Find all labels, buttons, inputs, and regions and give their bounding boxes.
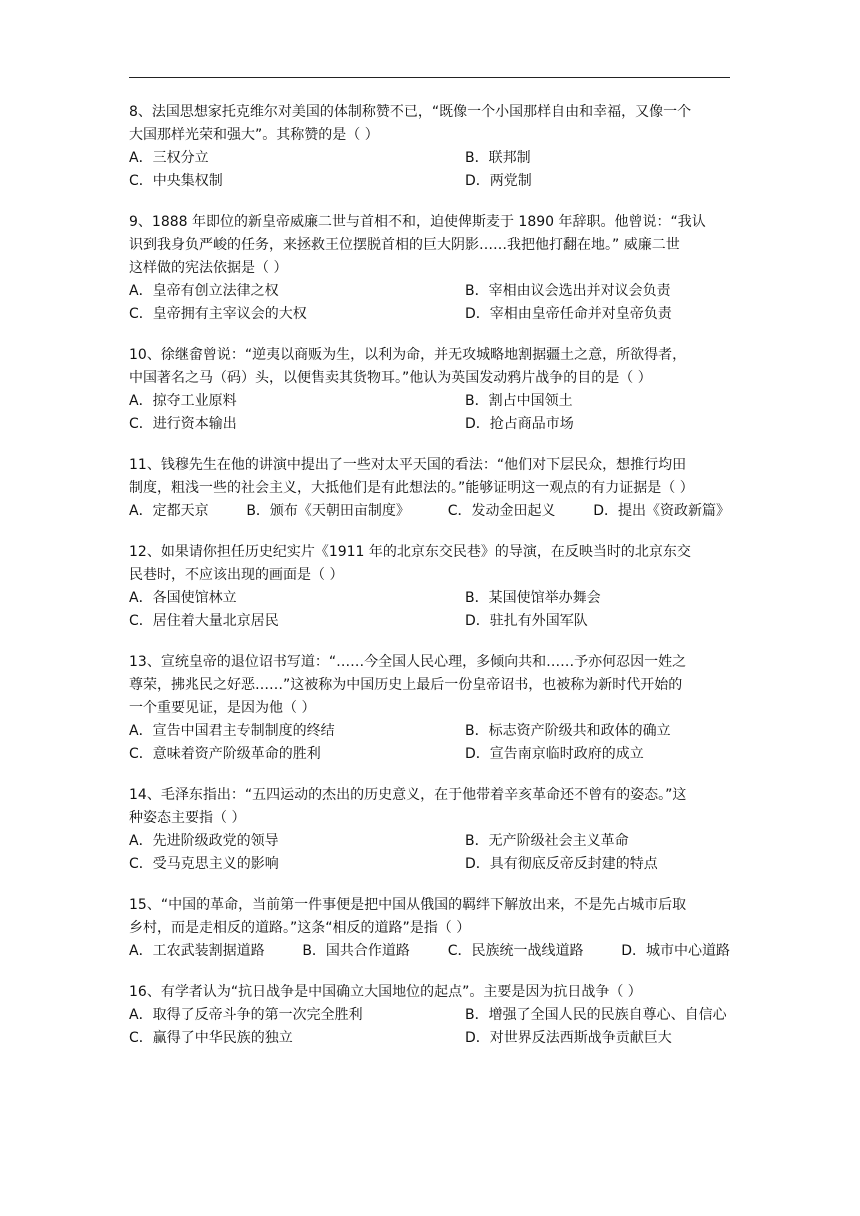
question-stem: [129, 454, 730, 500]
stem-line: 14、毛泽东指出：“五四运动的杰出的历史意义，在于他带着辛亥革命还不曾有的姿态。”这: [129, 787, 687, 803]
answer-options: [129, 280, 730, 326]
question: [129, 211, 730, 326]
answer-option: B．割占中国领土: [465, 393, 573, 409]
answer-option: B．国共合作道路: [302, 943, 410, 959]
answer-option: C．居住着大量北京居民: [129, 613, 279, 629]
answer-option: B．宰相由议会选出并对议会负责: [465, 283, 671, 299]
stem-line: 16、有学者认为“抗日战争是中国确立大国地位的起点”。主要是因为抗日战争（ ）: [129, 984, 642, 1000]
question-stem: [129, 981, 730, 1004]
stem-line: 这样做的宪法依据是（ ）: [129, 260, 288, 276]
answer-option: A．皇帝有创立法律之权: [129, 283, 279, 299]
question: [129, 981, 730, 1050]
answer-option: B．颁布《天朝田亩制度》: [246, 503, 410, 519]
answer-option: A．宣告中国君主专制制度的终结: [129, 723, 335, 739]
question-stem: [129, 541, 730, 587]
question: [129, 541, 730, 633]
stem-line: 13、宣统皇帝的退位诏书写道：“……今全国人民心理，多倾向共和……予亦何忍因一姓之: [129, 654, 687, 670]
question-stem: [129, 651, 730, 720]
question: [129, 344, 730, 436]
answer-option: B．无产阶级社会主义革命: [465, 833, 629, 849]
answer-option: B．联邦制: [465, 150, 531, 166]
answer-option: D．抢占商品市场: [465, 416, 574, 432]
question-stem: [129, 784, 730, 830]
answer-option: C．皇帝拥有主宰议会的大权: [129, 306, 307, 322]
stem-line: 15、“中国的革命，当前第一件事便是把中国从俄国的羁绊下解放出来，不是先占城市后取: [129, 897, 687, 913]
answer-option: B．标志资产阶级共和政体的确立: [465, 723, 671, 739]
stem-line: 11、钱穆先生在他的讲演中提出了一些对太平天国的看法：“他们对下层民众，想推行均田: [129, 457, 687, 473]
answer-option: C．意味着资产阶级革命的胜利: [129, 746, 321, 762]
answer-options: [129, 940, 730, 963]
answer-option: C．民族统一战线道路: [447, 943, 584, 959]
question-stem: [129, 344, 730, 390]
question: [129, 454, 730, 523]
answer-option: A．取得了反帝斗争的第一次完全胜利: [129, 1007, 363, 1023]
answer-options: [129, 500, 730, 523]
stem-line: 尊荣，拂兆民之好恶……”这被称为中国历史上最后一份皇帝诏书，也被称为新时代开始的: [129, 677, 683, 693]
answer-option: D．驻扎有外国军队: [465, 613, 588, 629]
question-stem: [129, 211, 730, 280]
answer-options: [129, 147, 730, 193]
answer-option: D．提出《资政新篇》: [593, 503, 730, 519]
answer-option: A．定都天京: [129, 503, 209, 519]
question-stem: [129, 101, 730, 147]
answer-option: C．发动金田起义: [447, 503, 556, 519]
stem-line: 一个重要见证，是因为他（ ）: [129, 700, 316, 716]
answer-option: A．各国使馆林立: [129, 590, 237, 606]
stem-line: 制度，粗浅一些的社会主义，大抵他们是有此想法的。”能够证明这一观点的有力证据是（ ）: [129, 480, 694, 496]
answer-option: D．宰相由皇帝任命并对皇帝负责: [465, 306, 672, 322]
stem-line: 种姿态主要指（ ）: [129, 810, 246, 826]
stem-line: 12、如果请你担任历史纪实片《1911 年的北京东交民巷》的导演，在反映当时的北京东交: [129, 544, 691, 560]
stem-line: 9、1888 年即位的新皇帝威廉二世与首相不和，迫使俾斯麦于 1890 年辞职。他曾说：“我认: [129, 214, 706, 230]
stem-line: 大国那样光荣和强大”。其称赞的是（ ）: [129, 127, 379, 143]
answer-option: A．工农武装割据道路: [129, 943, 265, 959]
answer-option: A．掠夺工业原料: [129, 393, 237, 409]
answer-option: B．某国使馆举办舞会: [465, 590, 601, 606]
answer-option: D．宣告南京临时政府的成立: [465, 746, 644, 762]
answer-options: [129, 390, 730, 436]
answer-option: B．增强了全国人民的民族自尊心、自信心: [465, 1007, 727, 1023]
answer-option: A．三权分立: [129, 150, 209, 166]
question: [129, 101, 730, 193]
answer-option: D．具有彻底反帝反封建的特点: [465, 856, 658, 872]
question: [129, 651, 730, 766]
answer-option: C．受马克思主义的影响: [129, 856, 279, 872]
stem-line: 中国著名之马（码）头，以便售卖其货物耳。”他认为英国发动鸦片战争的目的是（ ）: [129, 370, 652, 386]
answer-options: [129, 720, 730, 766]
question-list: [129, 101, 730, 1068]
answer-option: C．中央集权制: [129, 173, 223, 189]
stem-line: 10、徐继畲曾说：“逆夷以商贩为生，以利为命，并无攻城略地割据疆土之意，所欲得者，: [129, 347, 687, 363]
answer-option: C．进行资本输出: [129, 416, 237, 432]
answer-option: C．赢得了中华民族的独立: [129, 1030, 293, 1046]
question: [129, 784, 730, 876]
header-rule: [129, 77, 730, 78]
answer-option: D．城市中心道路: [621, 943, 730, 959]
question-stem: [129, 894, 730, 940]
stem-line: 民巷时，不应该出现的画面是（ ）: [129, 567, 344, 583]
answer-options: [129, 830, 730, 876]
stem-line: 乡村，而是走相反的道路。”这条“相反的道路”是指（ ）: [129, 920, 471, 936]
stem-line: 识到我身负严峻的任务，来拯救王位摆脱首相的巨大阴影……我把他打翻在地。” 威廉二世: [129, 237, 680, 253]
answer-option: D．两党制: [465, 173, 532, 189]
stem-line: 8、法国思想家托克维尔对美国的体制称赞不已，“既像一个小国那样自由和幸福，又像一个: [129, 104, 692, 120]
answer-option: A．先进阶级政党的领导: [129, 833, 279, 849]
answer-option: D．对世界反法西斯战争贡献巨大: [465, 1030, 672, 1046]
answer-options: [129, 1004, 730, 1050]
answer-options: [129, 587, 730, 633]
question: [129, 894, 730, 963]
